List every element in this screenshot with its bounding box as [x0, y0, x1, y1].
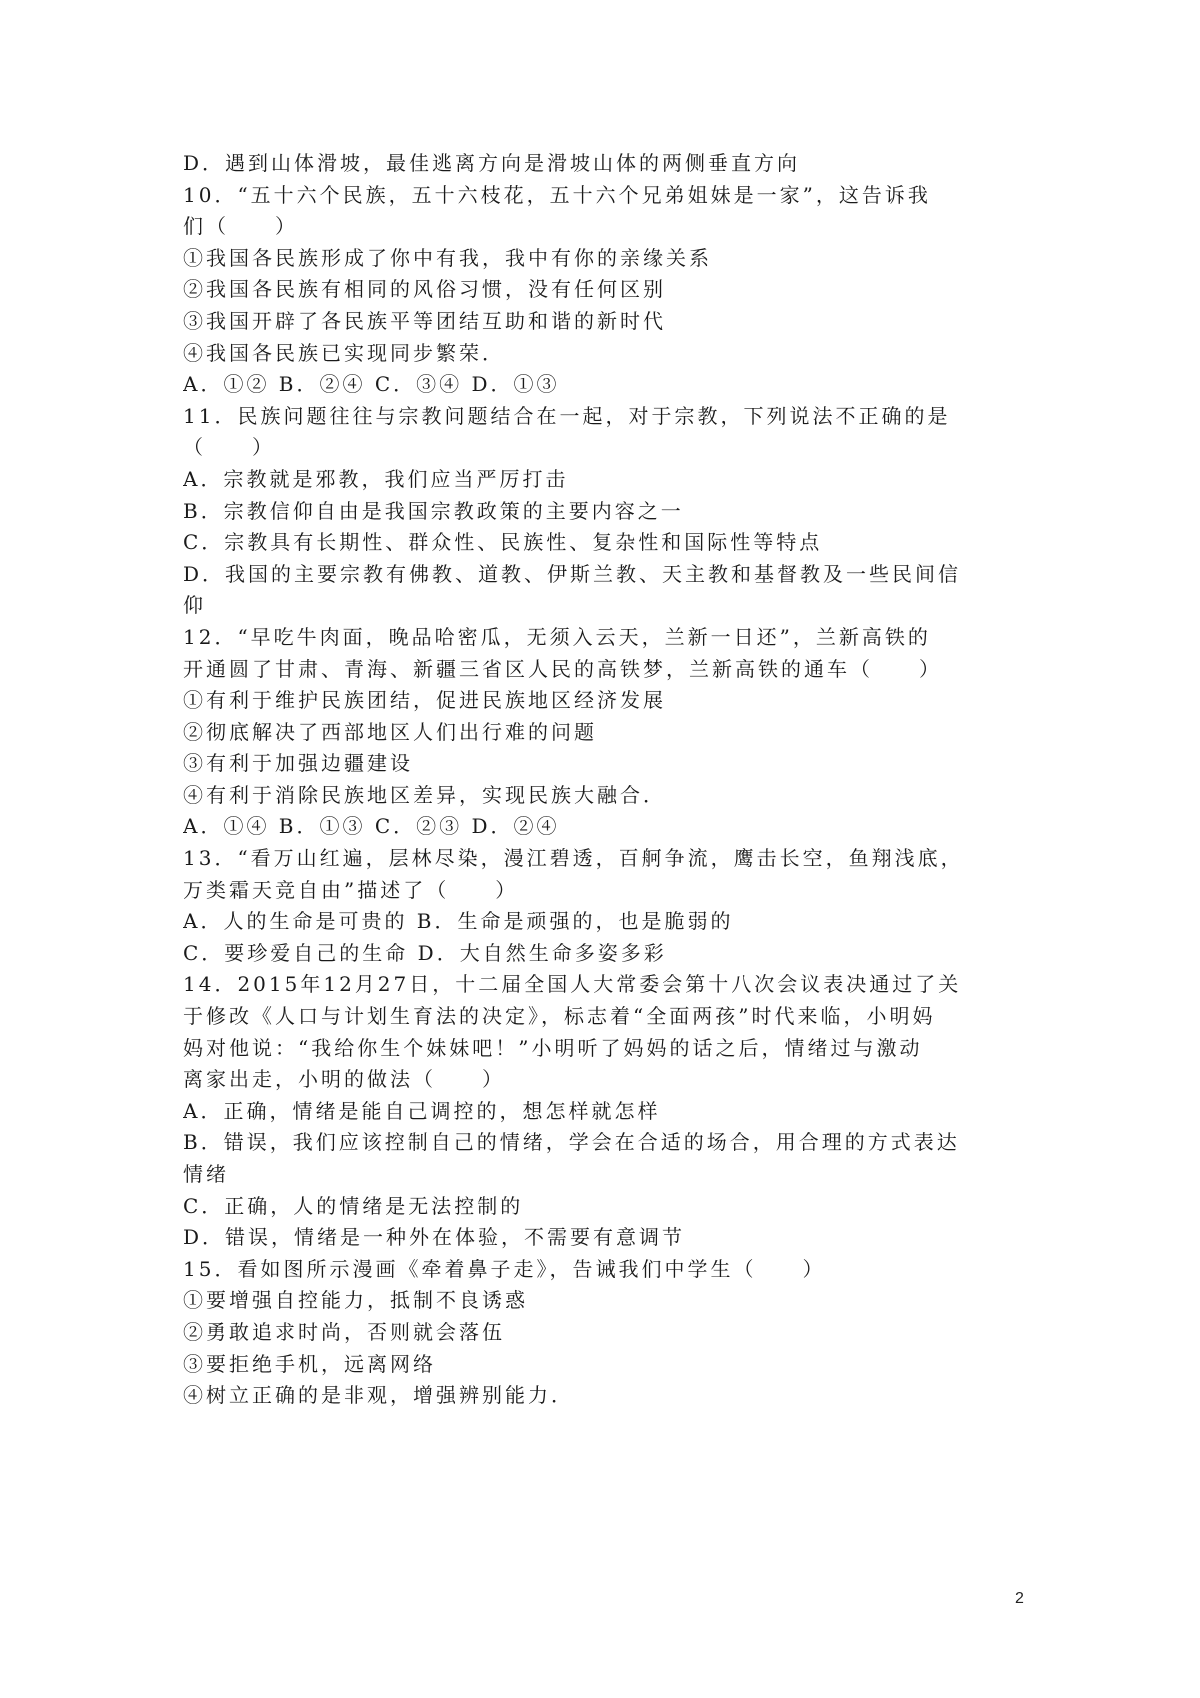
text-line: B．宗教信仰自由是我国宗教政策的主要内容之一	[183, 498, 684, 523]
text-line: 12．“早吃牛肉面，晚品哈密瓜，无须入云天，兰新一日还”，兰新高铁的	[183, 624, 931, 649]
text-line: 离家出走，小明的做法（ ）	[183, 1067, 505, 1092]
text-line: A．①④ B．①③ C．②③ D．②④	[183, 814, 560, 839]
text-line: ②我国各民族有相同的风俗习惯，没有任何区别	[183, 277, 666, 302]
text-line: ③要拒绝手机，远离网络	[183, 1351, 436, 1376]
text-line: 14．2015年12月27日，十二届全国人大常委会第十八次会议表决通过了关	[183, 972, 962, 997]
text-line: C．要珍爱自己的生命 D．大自然生命多姿多彩	[183, 940, 667, 965]
text-line: 情绪	[183, 1162, 229, 1186]
text-line: 15．看如图所示漫画《牵着鼻子走》，告诫我们中学生（ ）	[183, 1256, 826, 1281]
page-number: 2	[1015, 1590, 1024, 1607]
text-line: D．我国的主要宗教有佛教、道教、伊斯兰教、天主教和基督教及一些民间信	[183, 561, 962, 586]
text-line: C．正确，人的情绪是无法控制的	[183, 1193, 524, 1218]
text-line: C．宗教具有长期性、群众性、民族性、复杂性和国际性等特点	[183, 530, 823, 555]
text-line: 10．“五十六个民族，五十六枝花，五十六个兄弟姐妹是一家”，这告诉我	[183, 182, 931, 207]
text-line: 们（ ）	[183, 214, 298, 239]
text-line: B．错误，我们应该控制自己的情绪，学会在合适的场合，用合理的方式表达	[183, 1130, 960, 1155]
text-line: ④有利于消除民族地区差异，实现民族大融合．	[183, 782, 666, 807]
text-line: ①有利于维护民族团结，促进民族地区经济发展	[183, 688, 666, 713]
text-line: ①要增强自控能力，抵制不良诱惑	[183, 1288, 528, 1313]
text-line: ③有利于加强边疆建设	[183, 751, 413, 776]
text-line: A．人的生命是可贵的 B．生命是顽强的，也是脆弱的	[183, 909, 734, 934]
text-line: ④我国各民族已实现同步繁荣．	[183, 340, 505, 365]
question-text-block	[183, 148, 1033, 1412]
text-line: ②彻底解决了西部地区人们出行难的问题	[183, 719, 597, 744]
text-line: A．宗教就是邪教，我们应当严厉打击	[183, 466, 569, 491]
text-line: D．遇到山体滑坡，最佳逃离方向是滑坡山体的两侧垂直方向	[183, 151, 801, 175]
text-line: A．正确，情绪是能自己调控的，想怎样就怎样	[183, 1098, 661, 1123]
text-line: 11．民族问题往往与宗教问题结合在一起，对于宗教，下列说法不正确的是	[183, 403, 951, 428]
text-line: 开通圆了甘肃、青海、新疆三省区人民的高铁梦，兰新高铁的通车（ ）	[183, 656, 942, 681]
text-line: ①我国各民族形成了你中有我，我中有你的亲缘关系	[183, 245, 712, 270]
text-line: 万类霜天竞自由”描述了（ ）	[183, 877, 519, 902]
text-line: 13．“看万山红遍，层林尽染，漫江碧透，百舸争流，鹰击长空，鱼翔浅底，	[183, 846, 964, 871]
text-line: （ ）	[183, 435, 275, 460]
text-line: 于修改《人口与计划生育法的决定》，标志着“全面两孩”时代来临，小明妈	[183, 1004, 936, 1029]
text-line: ③我国开辟了各民族平等团结互助和谐的新时代	[183, 308, 666, 333]
text-line: ④树立正确的是非观，增强辨别能力．	[183, 1383, 574, 1408]
text-line: ②勇敢追求时尚，否则就会落伍	[183, 1319, 505, 1344]
text-line: 仰	[183, 593, 206, 618]
text-line: A．①② B．②④ C．③④ D．①③	[183, 372, 560, 397]
text-line: 妈对他说：“我给你生个妹妹吧！”小明听了妈妈的话之后，情绪过与激动	[183, 1035, 923, 1060]
text-line: D．错误，情绪是一种外在体验，不需要有意调节	[183, 1225, 686, 1250]
